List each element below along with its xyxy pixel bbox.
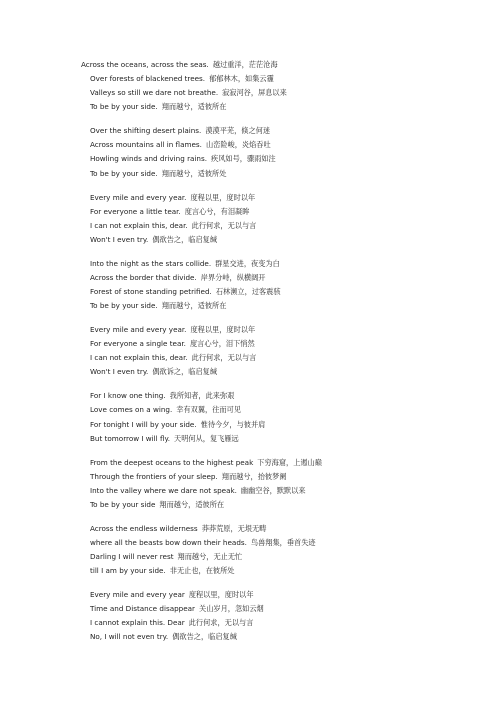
lyric-english: From the deepest oceans to the highest peak	[90, 457, 254, 467]
lyric-english: To be by your side	[90, 499, 156, 509]
lyric-english: Darling I will never rest	[90, 552, 174, 562]
lyric-chinese: 下穷海窟，上遏山巅	[257, 457, 322, 467]
lyric-chinese: 幸有双翼，往而可见	[176, 405, 241, 415]
lyric-english: Over forests of blackened trees.	[90, 74, 206, 84]
lyric-line	[81, 432, 481, 446]
lyric-chinese: 翔而越兮，无止无忙	[177, 552, 243, 562]
lyric-chinese: 度言心兮，有泪凝眸	[184, 206, 250, 216]
lyric-line	[81, 323, 481, 337]
lyric-chinese: 疾风如号，骤雨如注	[211, 154, 276, 164]
lyric-english: To be by your side.	[90, 301, 158, 311]
lyric-english: I cannot explain this. Dear	[90, 618, 185, 628]
lyric-english: Across the border that divide.	[90, 272, 197, 282]
lyric-line	[81, 152, 481, 166]
stanza-gap	[81, 379, 481, 389]
stanza-gap	[81, 578, 481, 588]
lyric-chinese: 度言心兮，泪下悄然	[189, 339, 255, 349]
lyric-chinese: 鸟兽翔集，垂首失迹	[250, 537, 316, 547]
lyric-chinese: 我所知者，此来弥艰	[169, 391, 235, 401]
lyric-line	[81, 470, 481, 484]
lyric-english: Valleys so still we dare not breathe.	[90, 88, 219, 98]
lyric-english: Love comes on a wing.	[90, 405, 173, 415]
stanza-gap	[81, 247, 481, 257]
lyric-chinese: 关山岁月，忽如云烟	[199, 604, 264, 614]
lyric-chinese: 郁郁林木，如集云霾	[209, 74, 274, 84]
lyric-english: I can not explain this, dear.	[90, 220, 188, 230]
lyric-chinese: 漠漠平芜，倏之何迷	[205, 126, 271, 136]
lyric-chinese: 莽莽荒原，无垠无畴	[201, 523, 267, 533]
lyric-chinese: 幽幽空谷，默默以来	[240, 485, 306, 495]
lyric-line	[81, 271, 481, 285]
lyric-english: For tonight I will by your side.	[90, 419, 197, 429]
stanza-gap	[81, 313, 481, 323]
lyric-line	[81, 167, 481, 181]
lyric-english: I can not explain this, dear.	[90, 353, 188, 363]
lyric-line	[81, 100, 481, 114]
lyric-line	[81, 86, 481, 100]
lyric-english: For everyone a single tear.	[90, 339, 186, 349]
lyric-english: Across the oceans, across the seas.	[81, 60, 209, 69]
lyric-line	[81, 588, 481, 602]
lyric-chinese: 群星交进，夜变为白	[215, 258, 280, 268]
lyric-chinese: 度程以里，度时以年	[188, 590, 254, 600]
lyric-line	[81, 138, 481, 152]
lyric-line	[81, 257, 481, 271]
lyric-english: For everyone a little tear.	[90, 206, 181, 216]
lyrics-body	[81, 58, 481, 645]
lyric-english: To be by your side.	[90, 102, 158, 112]
stanza-gap	[81, 446, 481, 456]
lyric-chinese: 翔而越兮，抬彼梦阑	[221, 471, 287, 481]
lyric-chinese: 此行何求，无以与言	[191, 220, 257, 230]
lyric-line	[81, 484, 481, 498]
lyric-chinese: 翔而越兮，适彼所在	[161, 301, 227, 311]
lyric-line	[81, 536, 481, 550]
lyric-line	[81, 602, 481, 616]
lyric-line	[81, 616, 481, 630]
lyric-english: Forest of stone standing petrified.	[90, 286, 212, 296]
lyric-english: Won't I even try.	[90, 367, 149, 377]
lyric-english: For I know one thing.	[90, 391, 166, 401]
lyric-chinese: 此行何求，无以与言	[191, 353, 257, 363]
lyric-english: Through the frontiers of your sleep.	[90, 471, 218, 481]
lyric-english: Across the endless wilderness	[90, 523, 198, 533]
lyric-chinese: 偶欲告之，临启复缄	[172, 632, 237, 642]
lyric-english: Over the shifting desert plains.	[90, 126, 202, 136]
lyric-line	[81, 522, 481, 536]
lyric-line	[81, 389, 481, 403]
lyric-chinese: 度程以里，度时以年	[190, 325, 256, 335]
lyric-english: till I am by your side.	[90, 566, 166, 576]
lyric-line	[81, 72, 481, 86]
lyric-chinese: 翔而越兮，适彼所在	[161, 102, 227, 112]
lyric-chinese: 岸界分峙，纵横阔开	[200, 272, 266, 282]
stanza-gap	[81, 114, 481, 124]
stanza-gap	[81, 181, 481, 191]
lyric-line	[81, 498, 481, 512]
lyric-line	[81, 58, 481, 72]
lyric-line	[81, 456, 481, 470]
lyric-chinese: 石林濒立，过客震骇	[215, 286, 281, 296]
lyric-english: Every mile and every year.	[90, 325, 187, 335]
lyric-chinese: 越过重洋，茫茫沧海	[212, 60, 278, 69]
lyric-line	[81, 191, 481, 205]
lyric-line	[81, 564, 481, 578]
lyric-chinese: 山峦险峻，炎焰吞吐	[205, 140, 271, 150]
lyric-line	[81, 205, 481, 219]
lyric-line	[81, 351, 481, 365]
lyric-chinese: 翔而越兮，适彼所在	[159, 499, 225, 509]
stanza-gap	[81, 512, 481, 522]
lyric-chinese: 翔而越兮，适彼所处	[161, 168, 227, 178]
lyric-line	[81, 365, 481, 379]
lyric-english: Howling winds and driving rains.	[90, 154, 208, 164]
lyric-english: To be by your side.	[90, 168, 158, 178]
lyric-english: Every mile and every year.	[90, 192, 187, 202]
lyric-line	[81, 630, 481, 644]
lyric-chinese: 非无止也，在彼所处	[169, 566, 235, 576]
lyric-line	[81, 219, 481, 233]
lyric-line	[81, 337, 481, 351]
lyric-chinese: 寂寂河谷，屏息以来	[222, 88, 287, 98]
lyric-english: Won't I even try.	[90, 234, 149, 244]
lyric-line	[81, 299, 481, 313]
lyric-english: Time and Distance disappear	[90, 604, 196, 614]
lyric-chinese: 天明何从，复飞雁远	[174, 433, 239, 443]
lyric-line	[81, 403, 481, 417]
lyric-chinese: 惟待今夕，与彼并肩	[200, 419, 266, 429]
lyric-chinese: 偶欲告之，临启复缄	[152, 234, 218, 244]
lyric-chinese: 度程以里，度时以年	[190, 192, 256, 202]
lyric-line	[81, 124, 481, 138]
lyric-line	[81, 233, 481, 247]
lyric-english: Across mountains all in flames.	[90, 140, 202, 150]
lyric-english: Into the night as the stars collide.	[90, 258, 212, 268]
lyric-chinese: 此行何求，无以与言	[188, 618, 254, 628]
lyric-english: Into the valley where we dare not speak.	[90, 485, 237, 495]
lyric-line	[81, 550, 481, 564]
lyric-english: Every mile and every year	[90, 590, 185, 600]
lyric-english: No, I will not even try.	[90, 632, 169, 642]
lyric-line	[81, 285, 481, 299]
lyric-english: where all the beasts bow down their heads.	[90, 537, 247, 547]
lyric-chinese: 偶欲诉之，临启复缄	[152, 367, 218, 377]
lyric-english: But tomorrow I will fly.	[90, 433, 170, 443]
lyric-line	[81, 418, 481, 432]
